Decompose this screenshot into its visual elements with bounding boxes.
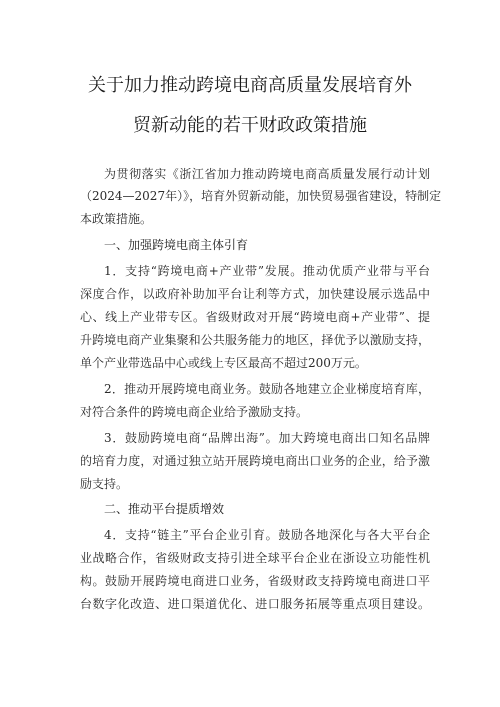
intro-line: 为贯彻落实《浙江省加力推动跨境电商高质量发展行动计划 (104, 167, 430, 181)
paragraph-line: 励支持。 (80, 477, 129, 491)
document-title-line-2: 贸新动能的若干财政政策措施 (133, 115, 367, 136)
paragraph-line: 的培育力度，对通过独立站开展跨境电商出口业务的企业，给予激 (80, 454, 430, 468)
intro-line: （2024—2027年）》，培育外贸新动能，加快贸易强省建设，特制定 (80, 189, 442, 203)
paragraph-line: 2．推动开展跨境电商业务。鼓励各地建立企业梯度培育库， (104, 382, 430, 396)
section-heading-2: 二、推动平台提质增效 (104, 502, 225, 516)
paragraph-line: 对符合条件的跨境电商企业给予激励支持。 (80, 405, 309, 419)
paragraph-line: 台数字化改造、进口渠道优化、进口服务拓展等重点项目建设。 (80, 597, 430, 611)
paragraph-line: 1．支持“跨境电商+产业带”发展。推动优质产业带与平台 (104, 264, 430, 278)
intro-line: 本政策措施。 (80, 212, 153, 226)
paragraph-line: 深度合作，以政府补助加平台让利等方式，加快建设展示选品中 (80, 287, 430, 301)
paragraph-line: 4．支持“链主”平台企业引育。鼓励各地深化与各大平台企 (104, 528, 430, 542)
document-title-line-1: 关于加力推动跨境电商高质量发展培育外 (88, 75, 412, 96)
paragraph-line: 业战略合作，省级财政支持引进全球平台企业在浙设立功能性机 (80, 551, 430, 565)
paragraph-line: 心、线上产业带专区。省级财政对开展“跨境电商+产业带”、提 (80, 310, 430, 324)
paragraph-line: 3．鼓励跨境电商“品牌出海”。加大跨境电商出口知名品牌 (104, 431, 430, 445)
paragraph-line: 构。鼓励开展跨境电商进口业务，省级财政支持跨境电商进口平 (80, 574, 430, 588)
section-heading-1: 一、加强跨境电商主体引育 (104, 238, 249, 252)
paragraph-line: 升跨境电商产业集聚和公共服务能力的地区，择优予以激励支持， (80, 333, 430, 347)
paragraph-line: 单个产业带选品中心或线上专区最高不超过200万元。 (80, 356, 367, 370)
